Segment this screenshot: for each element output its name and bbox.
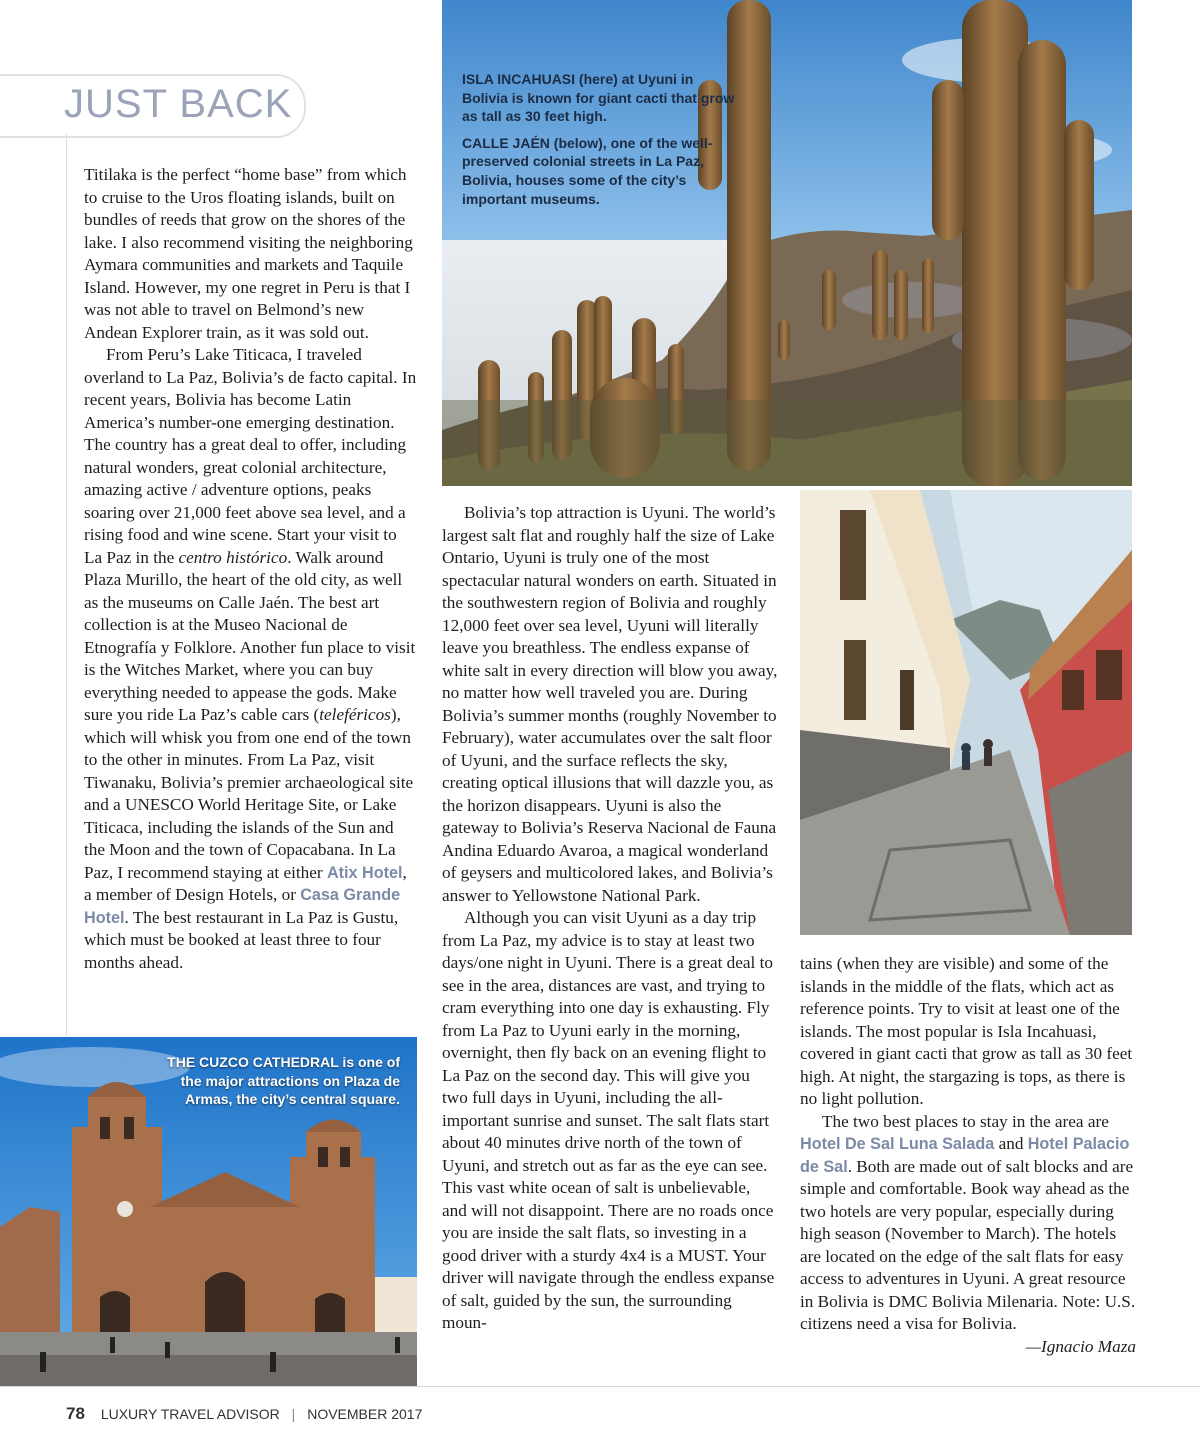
street-photo <box>800 490 1132 935</box>
text-run: From Peru’s Lake Titicaca, I traveled overland to La Paz, Bolivia’s de facto capital. In recent years, Bolivia has become Latin America’s number-one emerging destination. The country has a great deal to offer, including natural wonders, great colonial architecture, amazing active / adventure options, peaks soaring over 21,000 feet above sea level, and a rising food and wine scene. Start your visit to La Paz in the <box>84 345 417 567</box>
italic-term: centro histórico <box>178 547 288 567</box>
column-divider <box>66 134 67 1036</box>
text-run: . Walk around Plaza Murillo, the heart of the old city, as well as the museums on Calle Jaén. The best art collection is at the Museo Nacional de Etnografía y Folklore. Another fun place to visit is the Witches Market, where you can buy everything needed to appease the gods. Make sure you ride La Paz’s cable cars ( <box>84 547 416 724</box>
street-caption <box>462 134 742 208</box>
col2-paragraph-2: Although you can visit Uyuni as a day trip from La Paz, my advice is to stay at least two days/one night in Uyuni. There is a great deal to see in the area, distances are vast, and trying to cram everything into one day is exhausting. Fly from La Paz to Uyuni early in the morning, overnight, then fly back on an evening flight to La Paz on the second day. This will give you two full days in Uyuni, including the all-important sunrise and sunset. The salt flats start about 40 minutes drive north of the town of Uyuni, and stretch out as far as the eye can see. This vast white ocean of salt is unbelievable, and will not disappoint. There are no roads once you are inside the salt flats, so investing in a good driver with a sturdy 4x4 is a MUST. Your driver will navigate through the endless expanse of salt, guided by the sun, the surrounding moun- <box>442 908 775 1332</box>
text-run: The two best places to stay in the area are <box>822 1111 1109 1131</box>
hotel-link-luna-salada[interactable]: Hotel De Sal Luna Salada <box>800 1135 995 1153</box>
street-caption-lead: CALLE JAÉN <box>462 134 550 151</box>
text-run: and <box>994 1134 1028 1153</box>
text-run: . Both are made out of salt blocks and are simple and comfortable. Book way ahead as the two hotels are very popular, especially during high season (November to March). The hotels are located on the edge of the salt flats for easy access to adventures in Uyuni. A great resource in Bolivia is DMC Bolivia Milenaria. Note: U.S. citizens need a visa for Bolivia. <box>800 1156 1136 1333</box>
text-run: , a member of Design Hotels, or <box>84 862 407 904</box>
page-footer <box>66 1404 422 1424</box>
text-run: . The best restaurant in La Paz is Gustu, which must be booked at least three to four months ahead. <box>84 907 399 972</box>
cathedral-caption-lead: THE CUZCO CATHEDRAL <box>167 1054 339 1070</box>
col2-paragraph-1: Bolivia’s top attraction is Uyuni. The world’s largest salt flat and roughly half the size of Lake Ontario, Uyuni is truly one of the most spectacular natural wonders on earth. Situated in the southwestern region of Bolivia and roughly 12,000 feet over sea level, Uyuni will literally leave you breathless. The endless expanse of white salt in every direction will blow you away, no matter how well traveled you are. During Bolivia’s summer months (roughly November to February), water accumulates over the salt floor of Uyuni, and the surface reflects the sky, creating optical illusions that will dazzle you, as the horizon disappears. Uyuni is also the gateway to Bolivia’s Reserva Nacional de Fauna Andina Eduardo Avaroa, a magical wonderland of geysers and multicolored lakes, and Bolivia’s answer to Yellowstone National Park. <box>442 503 778 905</box>
article-column-3 <box>800 953 1136 1358</box>
author-byline: —Ignacio Maza <box>1025 1336 1136 1356</box>
cacti-caption-text: (here) at Uyuni in Bolivia is known for giant cacti that grow as tall as 30 feet high. <box>462 71 735 125</box>
footer-separator: | <box>291 1406 296 1422</box>
col3-paragraph-1: tains (when they are visible) and some of the islands in the middle of the flats, which act as reference points. Try to visit at least one of the islands. The most popular is Isla Incahuasi, covered in giant cacti that grow as tall as 30 feet high. At night, the stargazing is tops, as there is no light pollution. <box>800 954 1133 1108</box>
col1-paragraph-2 <box>84 344 418 974</box>
publication-name: LUXURY TRAVEL ADVISOR <box>100 1406 280 1422</box>
footer-divider <box>0 1386 1200 1387</box>
col3-paragraph-2 <box>800 1111 1136 1356</box>
cathedral-caption <box>150 1053 400 1109</box>
cacti-caption <box>462 70 742 126</box>
article-column-1 <box>84 164 418 974</box>
cathedral-caption-text: is one of the major attractions on Plaza de Armas, the city’s central square. <box>180 1054 400 1108</box>
cacti-caption-lead: ISLA INCAHUASI <box>462 71 576 87</box>
italic-term: teleféricos <box>319 705 391 724</box>
col1-paragraph-1: Titilaka is the perfect “home base” from which to cruise to the Uros floating islands, built on bundles of reeds that grow on the shores of the lake. I also recommend visiting the neighboring Aymara communities and markets and Taquile Island. However, my one regret in Peru is that I was not able to travel on Belmond’s new Andean Explorer train, as it was sold out. <box>84 165 413 342</box>
issue-date: NOVEMBER 2017 <box>307 1406 423 1422</box>
photo-captions <box>462 70 742 216</box>
hotel-link-atix[interactable]: Atix Hotel <box>326 863 403 882</box>
article-column-2 <box>442 502 778 1335</box>
street-caption-text: (below), one of the well-preserved colonial streets in La Paz, Bolivia, houses some of the city’s important museums. <box>462 134 713 207</box>
hotel-link-casa-grande[interactable]: Casa Grande Hotel <box>84 886 401 927</box>
hotel-link-palacio-de-sal[interactable]: Hotel Palacio de Sal <box>800 1135 1130 1176</box>
section-tab <box>0 74 306 138</box>
section-label: JUST BACK <box>64 82 293 126</box>
page-number: 78 <box>66 1404 85 1423</box>
text-run: ), which will whisk you from one end of the town to the other in minutes. From La Paz, visit Tiwanaku, Bolivia’s premier archaeological site and a UNESCO World Heritage Site, or Lake Titicaca, including the islands of the Sun and the Moon and the town of Copacabana. In La Paz, I recommend staying at either <box>84 705 414 882</box>
